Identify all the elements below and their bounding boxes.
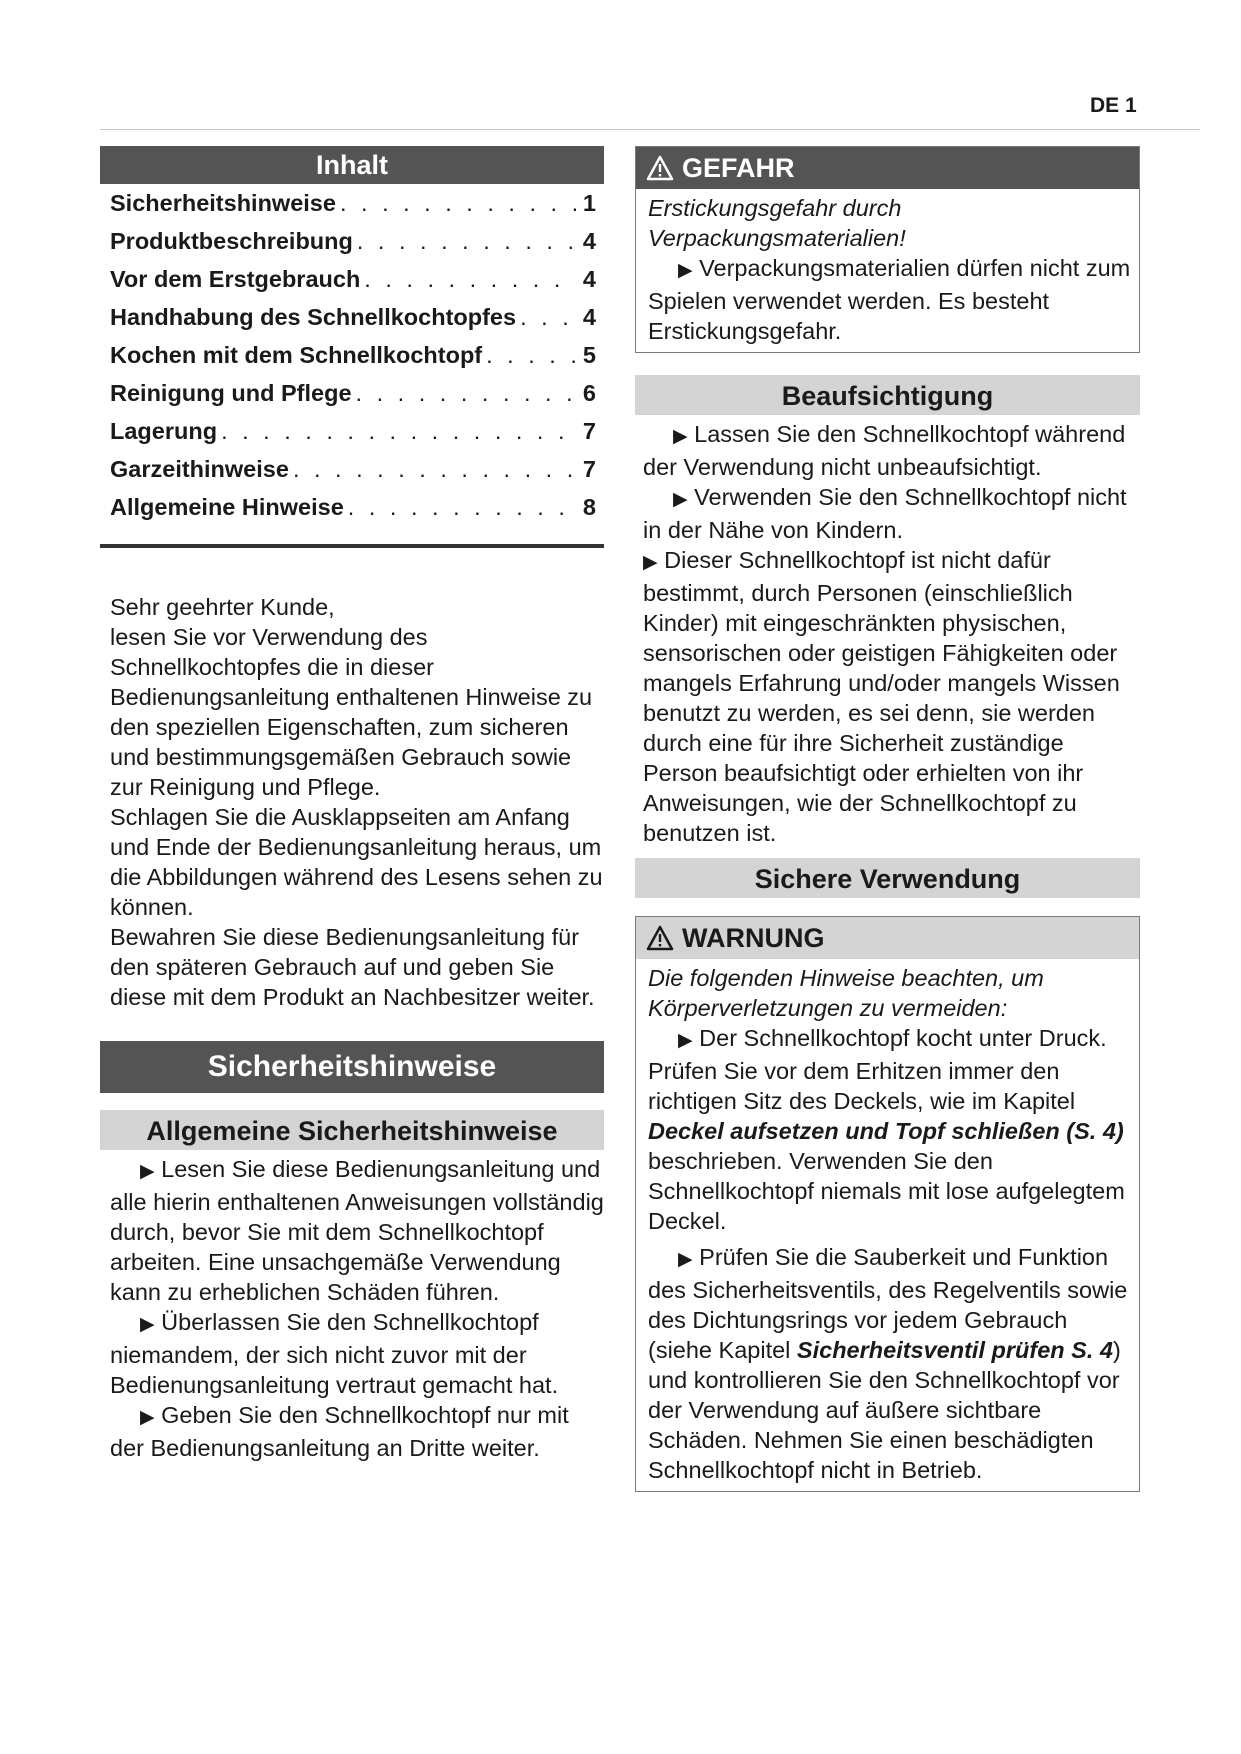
- triangle-bullet-icon: ▶: [673, 489, 688, 510]
- triangle-bullet-icon: ▶: [673, 426, 688, 447]
- toc-entry[interactable]: [110, 418, 596, 456]
- safety-item-text: Geben Sie den Schnellkochtopf nur mit der Bedienungsanleitung an Dritte weiter.: [110, 1402, 569, 1461]
- toc-entry-title: Kochen mit dem Schnellkochtopf: [110, 342, 483, 368]
- warning-item-text: beschrieben. Verwenden Sie den Schnellkochtopf niemals mit lose aufgelegtem Deckel.: [648, 1148, 1125, 1234]
- safety-item: [110, 1400, 604, 1463]
- triangle-bullet-icon: ▶: [678, 1249, 693, 1270]
- supervision-list: [635, 419, 1140, 848]
- supervision-item-text: Verwenden Sie den Schnellkochtopf nicht in der Nähe von Kindern.: [643, 484, 1127, 543]
- warning-triangle-icon: [646, 155, 674, 181]
- toc-entry-page: 6: [582, 380, 596, 406]
- toc-entry[interactable]: [110, 190, 596, 228]
- toc-leader: [293, 456, 576, 483]
- intro-text: [100, 592, 604, 1012]
- danger-box: [635, 146, 1140, 353]
- general-safety-list: [100, 1154, 604, 1463]
- toc-entry-title: Produktbeschreibung: [110, 228, 353, 254]
- intro-greeting: Sehr geehrter Kunde,: [110, 594, 335, 620]
- toc-divider: [100, 544, 604, 548]
- page-number-label: DE 1: [1090, 94, 1137, 117]
- subsection-heading-general-safety: Allgemeine Sicherheitshinweise: [100, 1110, 604, 1150]
- toc-entry-title: Handhabung des Schnellkochtopfes: [110, 304, 517, 330]
- warning-item: [648, 1023, 1131, 1236]
- safety-item: [110, 1154, 604, 1307]
- toc-entry-page: 4: [582, 228, 596, 254]
- intro-paragraph: Schlagen Sie die Ausklappseiten am Anfang und Ende der Bedienungsanleitung heraus, um die Abbildungen während des Lesens sehen zu können.: [110, 804, 603, 920]
- warning-box-header: [636, 917, 1139, 959]
- toc-entry-title: Lagerung: [110, 418, 218, 444]
- toc-entry-page: 4: [582, 266, 596, 292]
- toc-leader: [340, 190, 576, 217]
- toc-entry[interactable]: [110, 456, 596, 494]
- toc-entry-page: 5: [582, 342, 596, 368]
- toc-entry-title: Sicherheitshinweise: [110, 190, 336, 216]
- chapter-reference-link[interactable]: Sicherheitsventil prüfen S. 4: [796, 1337, 1113, 1363]
- supervision-item: [643, 482, 1140, 545]
- toc-entry-page: 7: [582, 418, 596, 444]
- toc-entry[interactable]: [110, 494, 596, 532]
- left-column: [100, 146, 604, 1463]
- subsection-heading-supervision: Beaufsichtigung: [635, 375, 1140, 415]
- header-rule: [100, 129, 1200, 130]
- warning-box: [635, 916, 1140, 1492]
- toc-entry[interactable]: [110, 380, 596, 418]
- intro-paragraph: lesen Sie vor Verwendung des Schnellkochtopfes die in dieser Bedienungsanleitung enthaltenen Hinweise zu den speziellen Eigenschaften, zum sicheren und bestimmungsgemäßen Gebrauch sowie zur Reinigung und Pflege.: [110, 624, 593, 800]
- danger-box-body: [636, 189, 1139, 352]
- warning-box-body: [636, 959, 1139, 1491]
- warning-label: WARNUNG: [682, 922, 825, 953]
- danger-label: GEFAHR: [682, 152, 795, 183]
- toc-entry[interactable]: [110, 266, 596, 304]
- supervision-item: [643, 545, 1140, 848]
- toc-entry-page: 4: [582, 304, 596, 330]
- toc-entry-title: Garzeithinweise: [110, 456, 289, 482]
- toc-entry-page: 8: [582, 494, 596, 520]
- toc-entry[interactable]: [110, 228, 596, 266]
- safety-item-text: Überlassen Sie den Schnellkochtopf niemandem, der sich nicht zuvor mit der Bedienungsanleitung vertraut gemacht hat.: [110, 1309, 559, 1398]
- toc-leader: [486, 342, 576, 369]
- right-column: [635, 146, 1140, 1492]
- supervision-item: [643, 419, 1140, 482]
- section-heading-safety: Sicherheitshinweise: [100, 1041, 604, 1093]
- supervision-item-text: Dieser Schnellkochtopf ist nicht dafür bestimmt, durch Personen (einschließlich Kinder) mit eingeschränkten physischen, sensorischen oder geistigen Fähigkeiten oder mangels Erfahrung und/oder mangels Wissen benutzt zu werden, es sei denn, sie werden durch eine für ihre Sicherheit zuständige Person beaufsichtigt oder erhielten von ihr Anweisungen, wie der Schnellkochtopf zu benutzen ist.: [643, 547, 1120, 846]
- subsection-heading-safe-use: Sichere Verwendung: [635, 858, 1140, 898]
- toc-entry-title: Reinigung und Pflege: [110, 380, 352, 406]
- triangle-bullet-icon: ▶: [140, 1314, 155, 1335]
- triangle-bullet-icon: ▶: [643, 552, 658, 573]
- toc-leader: [348, 494, 576, 521]
- toc-heading: Inhalt: [100, 146, 604, 184]
- toc-entry-page: 7: [582, 456, 596, 482]
- danger-item: [648, 253, 1131, 346]
- warning-item-text: ) und kontrollieren Sie den Schnellkochtopf vor der Verwendung auf äußere sichtbare Schäden. Nehmen Sie einen beschädigten Schnellkochtopf nicht in Betrieb.: [648, 1337, 1121, 1483]
- triangle-bullet-icon: ▶: [140, 1161, 155, 1182]
- toc-entry-title: Vor dem Erstgebrauch: [110, 266, 361, 292]
- toc-list: [100, 190, 604, 532]
- warning-triangle-icon: [646, 925, 674, 951]
- triangle-bullet-icon: ▶: [678, 260, 693, 281]
- warning-lead: Die folgenden Hinweise beachten, um Körperverletzungen zu vermeiden:: [648, 965, 1044, 1021]
- toc-leader: [357, 228, 576, 255]
- danger-box-header: [636, 147, 1139, 189]
- toc-leader: [356, 380, 576, 407]
- danger-item-text: Verpackungsmaterialien dürfen nicht zum Spielen verwendet werden. Es besteht Erstickungsgefahr.: [648, 255, 1131, 344]
- toc-leader: [364, 266, 576, 293]
- safety-item-text: Lesen Sie diese Bedienungsanleitung und alle hierin enthaltenen Anweisungen vollständig durch, bevor Sie mit dem Schnellkochtopf arbeiten. Eine unsachgemäße Verwendung kann zu erheblichen Schäden führen.: [110, 1156, 604, 1305]
- toc-entry-page: 1: [582, 190, 596, 216]
- safety-item: [110, 1307, 604, 1400]
- triangle-bullet-icon: ▶: [678, 1030, 693, 1051]
- warning-item-text: Prüfen Sie die Sauberkeit und Funktion des Sicherheitsventils, des Regelventils sowie des Dichtungsrings vor jedem Gebrauch (siehe Kapitel: [648, 1244, 1128, 1363]
- toc-entry[interactable]: [110, 304, 596, 342]
- triangle-bullet-icon: ▶: [140, 1407, 155, 1428]
- toc-entry-title: Allgemeine Hinweise: [110, 494, 344, 520]
- intro-paragraph: Bewahren Sie diese Bedienungsanleitung für den späteren Gebrauch auf und geben Sie diese mit dem Produkt an Nachbesitzer weiter.: [110, 924, 595, 1010]
- toc-leader: [520, 304, 576, 331]
- toc-entry[interactable]: [110, 342, 596, 380]
- chapter-reference-link[interactable]: Deckel aufsetzen und Topf schließen (S. 4): [648, 1118, 1124, 1144]
- danger-lead: Erstickungsgefahr durch Verpackungsmaterialien!: [648, 195, 906, 251]
- supervision-item-text: Lassen Sie den Schnellkochtopf während der Verwendung nicht unbeaufsichtigt.: [643, 421, 1126, 480]
- warning-item-text: Der Schnellkochtopf kocht unter Druck. Prüfen Sie vor dem Erhitzen immer den richtigen Sitz des Deckels, wie im Kapitel: [648, 1025, 1107, 1114]
- toc-leader: [221, 418, 576, 445]
- warning-item: [648, 1242, 1131, 1485]
